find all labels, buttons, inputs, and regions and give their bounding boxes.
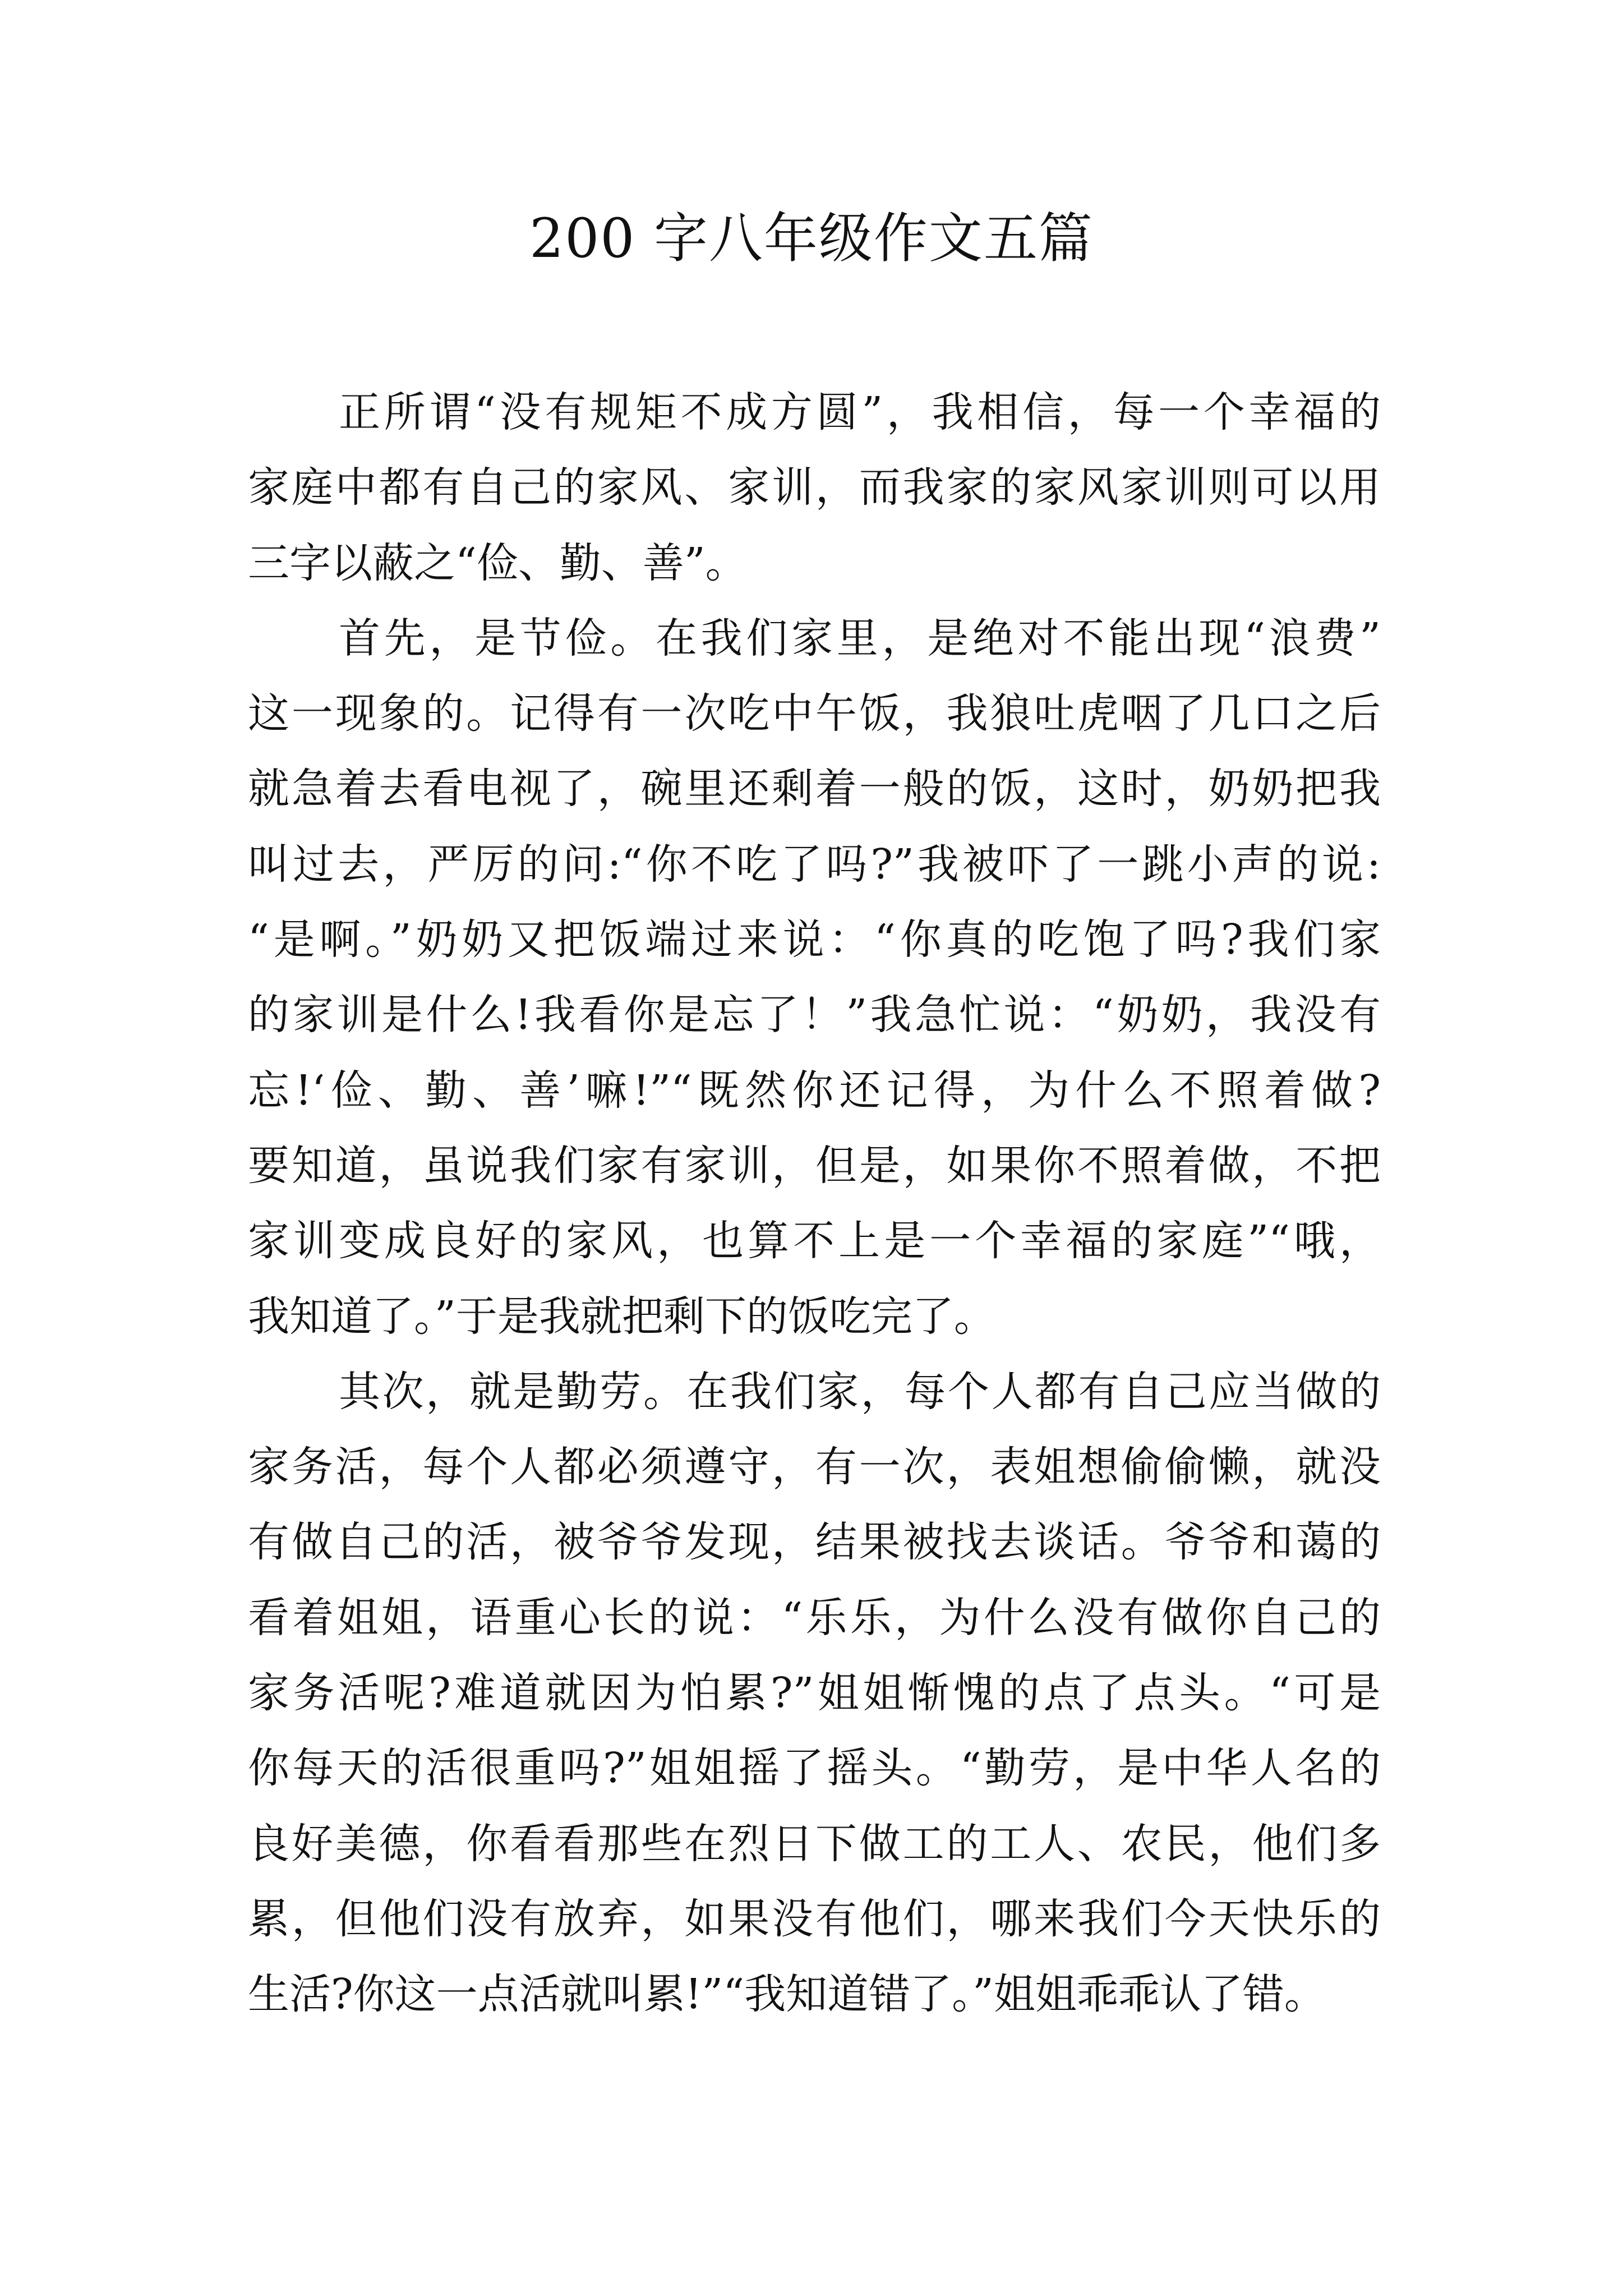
paragraph-line: 要知道，虽说我们家有家训，但是，如果你不照着做，不把 bbox=[248, 1141, 1381, 1190]
paragraph-line: “是啊。”奶奶又把饭端过来说：“你真的吃饱了吗?我们家 bbox=[248, 915, 1381, 964]
paragraph-line: 的家训是什么!我看你是忘了！”我急忙说：“奶奶，我没有 bbox=[248, 991, 1381, 1039]
page-title: 200 字八年级作文五篇 bbox=[529, 207, 1094, 270]
paragraph-line: 三字以蔽之“俭、勤、善”。 bbox=[248, 539, 747, 587]
paragraph-line: 忘!‘俭、勤、善’嘛!”“既然你还记得，为什么不照着做? bbox=[248, 1066, 1381, 1115]
essay-body bbox=[248, 375, 1381, 2032]
paragraph-line: 其次，就是勤劳。在我们家，每个人都有自己应当做的 bbox=[339, 1367, 1381, 1416]
paragraph-line: 这一现象的。记得有一次吃中午饭，我狼吐虎咽了几口之后 bbox=[248, 689, 1381, 738]
paragraph-line: 累，但他们没有放弃，如果没有他们，哪来我们今天快乐的 bbox=[248, 1894, 1381, 1943]
paragraph-line: 家训变成良好的家风，也算不上是一个幸福的家庭”“哦， bbox=[248, 1217, 1381, 1266]
paragraph-line: 家务活呢?难道就因为怕累?”姐姐惭愧的点了点头。“可是 bbox=[248, 1669, 1381, 1718]
paragraph-line: 我知道了。”于是我就把剩下的饭吃完了。 bbox=[248, 1292, 995, 1341]
paragraph-line: 良好美德，你看看那些在烈日下做工的工人、农民，他们多 bbox=[248, 1819, 1381, 1868]
paragraph-line: 正所谓“没有规矩不成方圆”，我相信，每一个幸福的 bbox=[339, 388, 1381, 436]
paragraph-line: 首先，是节俭。在我们家里，是绝对不能出现“浪费” bbox=[339, 614, 1381, 662]
paragraph-line: 生活?你这一点活就叫累!”“我知道错了。”姐姐乖乖认了错。 bbox=[248, 1970, 1326, 2019]
paragraph-line: 家务活，每个人都必须遵守，有一次，表姐想偷偷懒，就没 bbox=[248, 1443, 1381, 1492]
paragraph-line: 有做自己的活，被爷爷发现，结果被找去谈话。爷爷和蔼的 bbox=[248, 1518, 1381, 1567]
paragraph-line: 看着姐姐，语重心长的说：“乐乐，为什么没有做你自己的 bbox=[248, 1593, 1381, 1642]
paragraph-line: 家庭中都有自己的家风、家训，而我家的家风家训则可以用 bbox=[248, 463, 1381, 512]
paragraph-line: 就急着去看电视了，碗里还剩着一般的饭，这时，奶奶把我 bbox=[248, 765, 1381, 813]
paragraph-line: 你每天的活很重吗?”姐姐摇了摇头。“勤劳，是中华人名的 bbox=[248, 1744, 1381, 1793]
paragraph-line: 叫过去，严厉的问:“你不吃了吗?”我被吓了一跳小声的说: bbox=[248, 840, 1381, 889]
